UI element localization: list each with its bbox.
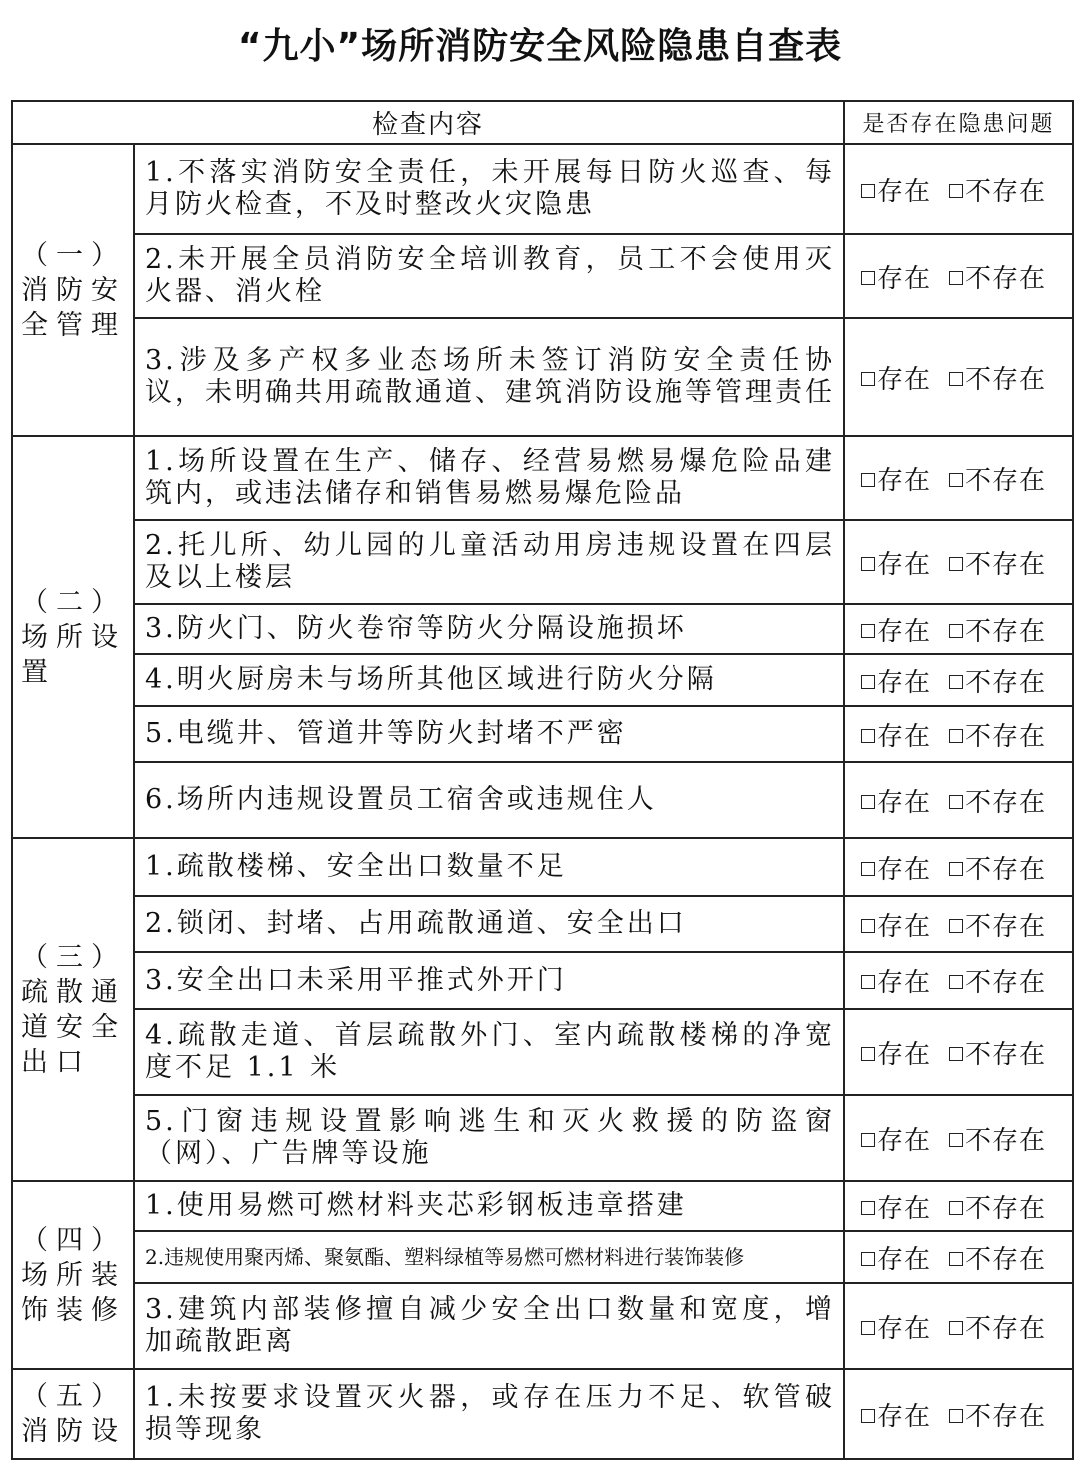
category-cell bbox=[12, 436, 134, 838]
exists-option[interactable] bbox=[861, 359, 931, 396]
checkbox-icon[interactable] bbox=[861, 919, 875, 933]
exists-option[interactable] bbox=[861, 782, 931, 819]
not-exists-label: 不存在 bbox=[965, 968, 1047, 998]
exists-option[interactable] bbox=[861, 662, 931, 699]
category-number: （五） bbox=[21, 1381, 126, 1412]
exists-label: 存在 bbox=[877, 1193, 932, 1224]
check-item: 3.涉及多产权多业态场所未签订消防安全责任协议，未明确共用疏散通道、建筑消防设施等管理责任 bbox=[134, 318, 844, 436]
self-check-table bbox=[11, 100, 1074, 1460]
not-exists-label: 不存在 bbox=[965, 911, 1047, 942]
table-row bbox=[12, 234, 1073, 318]
not-exists-option[interactable] bbox=[949, 258, 1046, 295]
table-row bbox=[12, 654, 1073, 706]
check-item: 4.明火厨房未与场所其他区域进行防火分隔 bbox=[134, 654, 844, 706]
hazard-options bbox=[844, 1009, 1073, 1095]
checkbox-icon[interactable] bbox=[949, 372, 963, 386]
exists-label: 存在 bbox=[877, 1244, 932, 1275]
table-row bbox=[12, 896, 1073, 952]
check-item: 3.安全出口未采用平推式外开门 bbox=[134, 952, 844, 1009]
exists-option[interactable] bbox=[861, 1188, 931, 1225]
exists-label: 存在 bbox=[877, 263, 932, 294]
check-item: 2.违规使用聚丙烯、聚氨酯、塑料绿植等易燃可燃材料进行装饰装修 bbox=[134, 1231, 844, 1283]
check-item: 1.未按要求设置灭火器，或存在压力不足、软管破损等现象 bbox=[134, 1369, 844, 1459]
exists-label: 存在 bbox=[877, 787, 932, 818]
checkbox-icon[interactable] bbox=[949, 675, 963, 689]
exists-option[interactable] bbox=[861, 1396, 931, 1433]
exists-label: 存在 bbox=[877, 364, 932, 395]
checkbox-icon[interactable] bbox=[861, 1201, 875, 1215]
checkbox-icon[interactable] bbox=[949, 1252, 963, 1266]
table-row bbox=[12, 436, 1073, 520]
hazard-options bbox=[844, 952, 1073, 1009]
hazard-options bbox=[844, 520, 1073, 604]
category-cell bbox=[12, 1181, 134, 1369]
checkbox-icon[interactable] bbox=[861, 975, 875, 989]
not-exists-option[interactable] bbox=[949, 544, 1046, 581]
category-cell bbox=[12, 144, 134, 436]
exists-label: 存在 bbox=[877, 854, 932, 885]
table-row bbox=[12, 1369, 1073, 1459]
table-header-row bbox=[12, 101, 1073, 144]
not-exists-label: 不存在 bbox=[965, 1193, 1047, 1224]
check-item: 3.防火门、防火卷帘等防火分隔设施损坏 bbox=[134, 604, 844, 654]
exists-label: 存在 bbox=[877, 667, 932, 698]
hazard-options bbox=[844, 654, 1073, 706]
not-exists-label: 不存在 bbox=[965, 176, 1047, 207]
exists-label: 存在 bbox=[877, 968, 932, 998]
checkbox-icon[interactable] bbox=[861, 184, 875, 198]
checkbox-icon[interactable] bbox=[949, 1201, 963, 1215]
exists-option[interactable] bbox=[861, 1308, 931, 1345]
category-name: 疏散通道安全出口 bbox=[21, 976, 126, 1078]
check-item: 1.疏散楼梯、安全出口数量不足 bbox=[134, 838, 844, 896]
check-item: 2.托儿所、幼儿园的儿童活动用房违规设置在四层及以上楼层 bbox=[134, 520, 844, 604]
table-row bbox=[12, 838, 1073, 896]
hazard-options bbox=[844, 762, 1073, 838]
checkbox-icon[interactable] bbox=[949, 1321, 963, 1335]
hazard-options bbox=[844, 1369, 1073, 1459]
table-row bbox=[12, 1283, 1073, 1369]
checkbox-icon[interactable] bbox=[861, 1252, 875, 1266]
not-exists-option[interactable] bbox=[949, 171, 1046, 208]
exists-option[interactable] bbox=[861, 460, 931, 497]
checkbox-icon[interactable] bbox=[861, 271, 875, 285]
category-number: （三） bbox=[21, 941, 126, 973]
not-exists-label: 不存在 bbox=[965, 364, 1047, 395]
table-row bbox=[12, 1095, 1073, 1181]
check-item: 4.疏散走道、首层疏散外门、室内疏散楼梯的净宽度不足 1.1 米 bbox=[134, 1009, 844, 1095]
exists-label: 存在 bbox=[877, 616, 932, 647]
category-number: （二） bbox=[21, 586, 126, 618]
not-exists-label: 不存在 bbox=[965, 1313, 1047, 1344]
exists-option[interactable] bbox=[861, 258, 931, 295]
not-exists-label: 不存在 bbox=[965, 667, 1047, 698]
hazard-options bbox=[844, 1095, 1073, 1181]
not-exists-label: 不存在 bbox=[965, 721, 1047, 752]
checkbox-icon[interactable] bbox=[861, 1321, 875, 1335]
checkbox-icon[interactable] bbox=[861, 1047, 875, 1061]
hazard-options bbox=[844, 144, 1073, 234]
check-item: 5.电缆井、管道井等防火封堵不严密 bbox=[134, 706, 844, 762]
not-exists-label: 不存在 bbox=[965, 1401, 1047, 1432]
checkbox-icon[interactable] bbox=[861, 862, 875, 876]
table-row bbox=[12, 1009, 1073, 1095]
exists-option[interactable] bbox=[861, 611, 931, 648]
table-row bbox=[12, 604, 1073, 654]
not-exists-label: 不存在 bbox=[965, 616, 1047, 647]
check-item: 1.场所设置在生产、储存、经营易燃易爆危险品建筑内，或违法储存和销售易燃易爆危险品 bbox=[134, 436, 844, 520]
not-exists-label: 不存在 bbox=[965, 1244, 1047, 1275]
not-exists-option[interactable] bbox=[949, 1120, 1046, 1157]
checkbox-icon[interactable] bbox=[861, 729, 875, 743]
checkbox-icon[interactable] bbox=[949, 271, 963, 285]
hazard-options bbox=[844, 706, 1073, 762]
hazard-options bbox=[844, 896, 1073, 952]
checkbox-icon[interactable] bbox=[861, 473, 875, 487]
check-item: 3.建筑内部装修擅自减少安全出口数量和宽度，增加疏散距离 bbox=[134, 1283, 844, 1369]
exists-option[interactable] bbox=[861, 849, 931, 886]
checkbox-icon[interactable] bbox=[949, 624, 963, 638]
not-exists-option[interactable] bbox=[949, 1308, 1046, 1345]
category-name: 场所装饰装修 bbox=[21, 1259, 126, 1326]
not-exists-option[interactable] bbox=[949, 1034, 1046, 1071]
exists-option[interactable] bbox=[861, 171, 931, 208]
checkbox-icon[interactable] bbox=[861, 1133, 875, 1147]
exists-option[interactable] bbox=[861, 1239, 931, 1276]
not-exists-option[interactable] bbox=[949, 716, 1046, 753]
exists-option[interactable] bbox=[861, 544, 931, 581]
exists-option[interactable] bbox=[861, 906, 931, 943]
checkbox-icon[interactable] bbox=[949, 729, 963, 743]
hazard-options bbox=[844, 318, 1073, 436]
checkbox-icon[interactable] bbox=[949, 557, 963, 571]
checkbox-icon[interactable] bbox=[949, 1047, 963, 1061]
exists-option[interactable] bbox=[861, 1034, 931, 1071]
not-exists-label: 不存在 bbox=[965, 854, 1047, 885]
page-title: “九小”场所消防安全风险隐患自查表 bbox=[237, 26, 843, 67]
exists-label: 存在 bbox=[877, 465, 932, 496]
exists-label: 存在 bbox=[877, 1039, 932, 1070]
not-exists-option[interactable] bbox=[949, 782, 1046, 819]
not-exists-label: 不存在 bbox=[965, 465, 1047, 496]
checkbox-icon[interactable] bbox=[861, 1409, 875, 1423]
hazard-options bbox=[844, 604, 1073, 654]
checkbox-icon[interactable] bbox=[861, 795, 875, 809]
not-exists-label: 不存在 bbox=[965, 1125, 1047, 1156]
not-exists-option[interactable] bbox=[949, 359, 1046, 396]
not-exists-option[interactable] bbox=[949, 962, 1046, 999]
exists-option[interactable] bbox=[861, 1120, 931, 1157]
header-status: 是否存在隐患问题 bbox=[844, 101, 1073, 144]
check-item: 1.使用易燃可燃材料夹芯彩钢板违章搭建 bbox=[134, 1181, 844, 1231]
table-row bbox=[12, 1231, 1073, 1283]
not-exists-label: 不存在 bbox=[965, 787, 1047, 818]
checkbox-icon[interactable] bbox=[949, 862, 963, 876]
table-row bbox=[12, 520, 1073, 604]
hazard-options bbox=[844, 838, 1073, 896]
check-item: 2.未开展全员消防安全培训教育，员工不会使用灭火器、消火栓 bbox=[134, 234, 844, 318]
exists-label: 存在 bbox=[877, 911, 932, 942]
category-name: 场所设置 bbox=[21, 621, 126, 688]
exists-label: 存在 bbox=[877, 1313, 932, 1344]
checkbox-icon[interactable] bbox=[949, 473, 963, 487]
hazard-options bbox=[844, 436, 1073, 520]
hazard-options bbox=[844, 1231, 1073, 1283]
check-item: 1.不落实消防安全责任，未开展每日防火巡查、每月防火检查，不及时整改火灾隐患 bbox=[134, 144, 844, 234]
checkbox-icon[interactable] bbox=[861, 675, 875, 689]
table-row bbox=[12, 952, 1073, 1009]
table-row bbox=[12, 144, 1073, 234]
hazard-options bbox=[844, 1181, 1073, 1231]
exists-label: 存在 bbox=[877, 176, 932, 207]
check-item: 6.场所内违规设置员工宿舍或违规住人 bbox=[134, 762, 844, 838]
not-exists-option[interactable] bbox=[949, 611, 1046, 648]
header-content: 检查内容 bbox=[12, 101, 844, 144]
category-cell bbox=[12, 1369, 134, 1459]
exists-option[interactable] bbox=[861, 716, 931, 753]
not-exists-option[interactable] bbox=[949, 662, 1046, 699]
category-number: （四） bbox=[21, 1224, 126, 1256]
checkbox-icon[interactable] bbox=[949, 1409, 963, 1423]
hazard-options bbox=[844, 234, 1073, 318]
not-exists-option[interactable] bbox=[949, 849, 1046, 886]
check-item: 2.锁闭、封堵、占用疏散通道、安全出口 bbox=[134, 896, 844, 952]
not-exists-option[interactable] bbox=[949, 1396, 1046, 1433]
not-exists-label: 不存在 bbox=[965, 1039, 1047, 1070]
category-name: 消防设 bbox=[21, 1416, 126, 1447]
category-cell bbox=[12, 838, 134, 1181]
table-row bbox=[12, 1181, 1073, 1231]
exists-option[interactable] bbox=[861, 962, 931, 999]
exists-label: 存在 bbox=[877, 1125, 932, 1156]
exists-label: 存在 bbox=[877, 721, 932, 752]
category-name: 消防安全管理 bbox=[21, 274, 126, 341]
exists-label: 存在 bbox=[877, 1401, 932, 1432]
not-exists-option[interactable] bbox=[949, 460, 1046, 497]
not-exists-label: 不存在 bbox=[965, 549, 1047, 580]
checkbox-icon[interactable] bbox=[949, 975, 963, 989]
exists-label: 存在 bbox=[877, 549, 932, 580]
checkbox-icon[interactable] bbox=[949, 919, 963, 933]
checkbox-icon[interactable] bbox=[949, 184, 963, 198]
checkbox-icon[interactable] bbox=[861, 624, 875, 638]
table-row bbox=[12, 706, 1073, 762]
checkbox-icon[interactable] bbox=[861, 372, 875, 386]
not-exists-option[interactable] bbox=[949, 1188, 1046, 1225]
not-exists-option[interactable] bbox=[949, 1239, 1046, 1276]
not-exists-label: 不存在 bbox=[965, 263, 1047, 294]
checkbox-icon[interactable] bbox=[861, 557, 875, 571]
table-row bbox=[12, 762, 1073, 838]
check-item: 5.门窗违规设置影响逃生和灭火救援的防盗窗（网）、广告牌等设施 bbox=[134, 1095, 844, 1181]
table-row bbox=[12, 318, 1073, 436]
hazard-options bbox=[844, 1283, 1073, 1369]
not-exists-option[interactable] bbox=[949, 906, 1046, 943]
checkbox-icon[interactable] bbox=[949, 1133, 963, 1147]
category-number: （一） bbox=[21, 239, 126, 271]
checkbox-icon[interactable] bbox=[949, 795, 963, 809]
